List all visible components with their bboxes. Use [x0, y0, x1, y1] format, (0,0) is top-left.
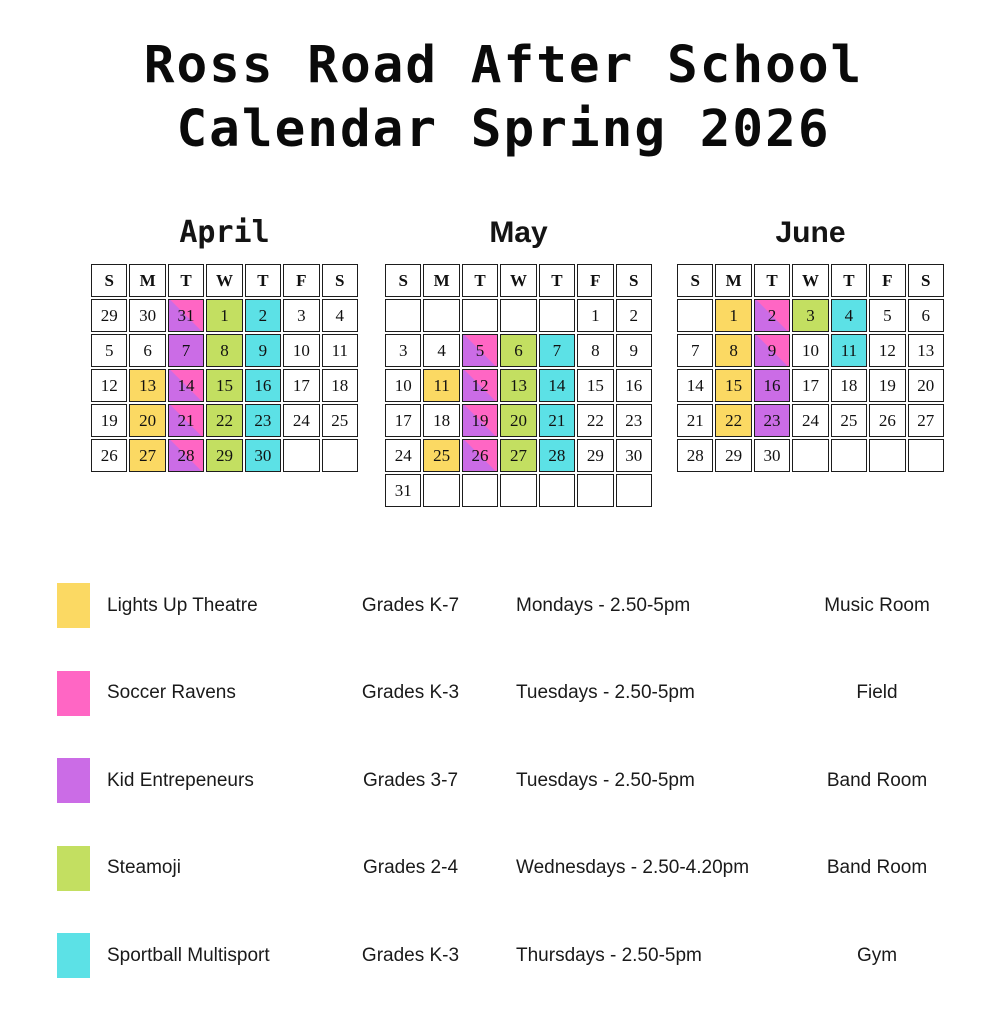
day-cell-april-3: 3 [283, 299, 319, 332]
weekday-header: F [577, 264, 613, 297]
legend-schedule: Wednesdays - 2.50-4.20pm [516, 857, 750, 878]
legend-schedule: Thursdays - 2.50-5pm [516, 944, 702, 966]
day-cell-may-12: 12 [462, 369, 498, 402]
day-cell-may-10: 10 [385, 369, 421, 402]
week-row [91, 404, 358, 437]
legend-schedule: Tuesdays - 2.50-5pm [516, 682, 695, 703]
legend-activity-name: Kid Entrepeneurs [107, 769, 254, 791]
legend-row-steamoji [0, 846, 1007, 891]
legend-activity-name: Soccer Ravens [107, 682, 236, 703]
calendar-june [675, 212, 946, 474]
day-cell-empty [385, 299, 421, 332]
day-cell-june-28: 28 [677, 439, 713, 472]
day-cell-may-22: 22 [577, 404, 613, 437]
day-cell-april-20: 20 [129, 404, 165, 437]
day-cell-june-12: 12 [869, 334, 905, 367]
legend-grades: Grades 2-4 [362, 857, 459, 878]
day-cell-empty [539, 299, 575, 332]
month-grid-april [89, 262, 360, 474]
day-cell-june-2: 2 [754, 299, 790, 332]
day-cell-june-13: 13 [908, 334, 944, 367]
legend-swatch-purple [57, 758, 90, 803]
day-cell-may-28: 28 [539, 439, 575, 472]
day-cell-june-15: 15 [715, 369, 751, 402]
week-row [677, 404, 944, 437]
day-cell-june-8: 8 [715, 334, 751, 367]
legend-swatch-cyan [57, 933, 90, 978]
weekday-header: M [715, 264, 751, 297]
day-cell-may-13: 13 [500, 369, 536, 402]
week-row [385, 404, 652, 437]
day-cell-june-26: 26 [869, 404, 905, 437]
legend-grades: Grades K-3 [361, 682, 460, 703]
day-cell-may-15: 15 [577, 369, 613, 402]
day-cell-april-30: 30 [129, 299, 165, 332]
day-cell-june-22: 22 [715, 404, 751, 437]
month-grid-june [675, 262, 946, 474]
week-row [91, 369, 358, 402]
day-cell-empty [500, 474, 536, 507]
legend-grades: Grades K-7 [361, 594, 460, 616]
day-cell-april-12: 12 [91, 369, 127, 402]
day-cell-june-29: 29 [715, 439, 751, 472]
week-row [91, 439, 358, 472]
day-cell-june-20: 20 [908, 369, 944, 402]
legend-schedule: Tuesdays - 2.50-5pm [516, 769, 695, 791]
day-cell-empty [423, 299, 459, 332]
legend-grades: Grades 3-7 [362, 769, 459, 791]
day-cell-april-24: 24 [283, 404, 319, 437]
weekday-header: T [462, 264, 498, 297]
day-cell-june-1: 1 [715, 299, 751, 332]
page-title-line2: Calendar Spring 2026 [176, 100, 831, 159]
month-title-may: May [489, 216, 548, 249]
day-cell-april-25: 25 [322, 404, 358, 437]
day-cell-june-16: 16 [754, 369, 790, 402]
weekday-header: S [91, 264, 127, 297]
day-cell-april-21: 21 [168, 404, 204, 437]
day-cell-june-4: 4 [831, 299, 867, 332]
day-cell-empty [283, 439, 319, 472]
weekday-header-row [677, 264, 944, 297]
legend-location: Band Room [826, 769, 928, 791]
day-cell-april-13: 13 [129, 369, 165, 402]
week-row [677, 299, 944, 332]
day-cell-april-5: 5 [91, 334, 127, 367]
day-cell-may-4: 4 [423, 334, 459, 367]
weekday-header-row [91, 264, 358, 297]
day-cell-may-23: 23 [616, 404, 652, 437]
legend-row-lights-up-theatre [0, 583, 1007, 628]
day-cell-empty [908, 439, 944, 472]
legend [0, 583, 1007, 1021]
day-cell-april-11: 11 [322, 334, 358, 367]
day-cell-april-23: 23 [245, 404, 281, 437]
weekday-header: S [677, 264, 713, 297]
day-cell-april-1: 1 [206, 299, 242, 332]
day-cell-june-6: 6 [908, 299, 944, 332]
week-row [385, 369, 652, 402]
day-cell-empty [616, 474, 652, 507]
week-row [677, 369, 944, 402]
day-cell-june-23: 23 [754, 404, 790, 437]
calendar-april [89, 212, 360, 474]
day-cell-april-9: 9 [245, 334, 281, 367]
day-cell-june-18: 18 [831, 369, 867, 402]
page-title [0, 34, 1007, 162]
day-cell-may-18: 18 [423, 404, 459, 437]
day-cell-may-21: 21 [539, 404, 575, 437]
legend-location: Field [856, 682, 898, 703]
day-cell-may-14: 14 [539, 369, 575, 402]
weekday-header: S [908, 264, 944, 297]
day-cell-empty [869, 439, 905, 472]
day-cell-may-17: 17 [385, 404, 421, 437]
week-row [677, 334, 944, 367]
day-cell-june-21: 21 [677, 404, 713, 437]
day-cell-june-14: 14 [677, 369, 713, 402]
day-cell-april-16: 16 [245, 369, 281, 402]
day-cell-april-22: 22 [206, 404, 242, 437]
legend-location: Music Room [824, 594, 930, 616]
day-cell-may-19: 19 [462, 404, 498, 437]
weekday-header-row [385, 264, 652, 297]
day-cell-june-11: 11 [831, 334, 867, 367]
day-cell-empty [677, 299, 713, 332]
calendar-may [383, 212, 654, 509]
week-row [385, 474, 652, 507]
weekday-header: M [423, 264, 459, 297]
day-cell-june-27: 27 [908, 404, 944, 437]
day-cell-may-31: 31 [385, 474, 421, 507]
legend-schedule: Mondays - 2.50-5pm [516, 594, 691, 616]
day-cell-empty [792, 439, 828, 472]
day-cell-april-10: 10 [283, 334, 319, 367]
day-cell-june-25: 25 [831, 404, 867, 437]
day-cell-empty [831, 439, 867, 472]
week-row [385, 439, 652, 472]
weekday-header: S [322, 264, 358, 297]
legend-grades: Grades K-3 [361, 944, 460, 966]
day-cell-empty [500, 299, 536, 332]
day-cell-empty [462, 474, 498, 507]
weekday-header: S [616, 264, 652, 297]
weekday-header: T [168, 264, 204, 297]
day-cell-may-5: 5 [462, 334, 498, 367]
day-cell-april-15: 15 [206, 369, 242, 402]
legend-swatch-pink [57, 671, 90, 716]
legend-row-kid-entrepeneurs [0, 758, 1007, 803]
day-cell-empty [577, 474, 613, 507]
day-cell-may-8: 8 [577, 334, 613, 367]
day-cell-april-29: 29 [206, 439, 242, 472]
weekday-header: T [539, 264, 575, 297]
day-cell-april-2: 2 [245, 299, 281, 332]
day-cell-april-7: 7 [168, 334, 204, 367]
day-cell-may-25: 25 [423, 439, 459, 472]
day-cell-may-1: 1 [577, 299, 613, 332]
week-row [91, 334, 358, 367]
weekday-header: W [500, 264, 536, 297]
legend-location: Band Room [826, 857, 928, 878]
day-cell-may-6: 6 [500, 334, 536, 367]
day-cell-empty [539, 474, 575, 507]
week-row [385, 299, 652, 332]
weekday-header: T [245, 264, 281, 297]
weekday-header: T [754, 264, 790, 297]
day-cell-june-24: 24 [792, 404, 828, 437]
legend-swatch-green [57, 846, 90, 891]
day-cell-may-16: 16 [616, 369, 652, 402]
day-cell-may-11: 11 [423, 369, 459, 402]
legend-location: Gym [856, 944, 898, 966]
day-cell-may-24: 24 [385, 439, 421, 472]
day-cell-may-26: 26 [462, 439, 498, 472]
page-title-line1: Ross Road After School [143, 36, 864, 95]
day-cell-june-30: 30 [754, 439, 790, 472]
day-cell-empty [462, 299, 498, 332]
week-row [677, 439, 944, 472]
day-cell-april-4: 4 [322, 299, 358, 332]
day-cell-may-3: 3 [385, 334, 421, 367]
legend-row-sportball-multisport [0, 933, 1007, 978]
day-cell-june-9: 9 [754, 334, 790, 367]
day-cell-empty [423, 474, 459, 507]
day-cell-june-17: 17 [792, 369, 828, 402]
month-grid-may [383, 262, 654, 509]
day-cell-april-17: 17 [283, 369, 319, 402]
day-cell-april-27: 27 [129, 439, 165, 472]
day-cell-june-5: 5 [869, 299, 905, 332]
day-cell-may-9: 9 [616, 334, 652, 367]
week-row [91, 299, 358, 332]
day-cell-may-2: 2 [616, 299, 652, 332]
day-cell-april-30: 30 [245, 439, 281, 472]
month-title-june: June [775, 216, 846, 249]
day-cell-may-29: 29 [577, 439, 613, 472]
weekday-header: T [831, 264, 867, 297]
weekday-header: S [385, 264, 421, 297]
weekday-header: F [283, 264, 319, 297]
day-cell-april-14: 14 [168, 369, 204, 402]
day-cell-june-19: 19 [869, 369, 905, 402]
day-cell-june-10: 10 [792, 334, 828, 367]
day-cell-may-7: 7 [539, 334, 575, 367]
legend-activity-name: Lights Up Theatre [107, 594, 258, 616]
day-cell-april-28: 28 [168, 439, 204, 472]
day-cell-april-26: 26 [91, 439, 127, 472]
day-cell-april-29: 29 [91, 299, 127, 332]
legend-row-soccer-ravens [0, 671, 1007, 716]
month-title-april: April [179, 215, 270, 250]
day-cell-may-20: 20 [500, 404, 536, 437]
week-row [385, 334, 652, 367]
day-cell-april-31: 31 [168, 299, 204, 332]
day-cell-empty [322, 439, 358, 472]
day-cell-april-6: 6 [129, 334, 165, 367]
weekday-header: W [792, 264, 828, 297]
legend-swatch-yellow [57, 583, 90, 628]
day-cell-april-19: 19 [91, 404, 127, 437]
day-cell-may-30: 30 [616, 439, 652, 472]
day-cell-june-7: 7 [677, 334, 713, 367]
weekday-header: W [206, 264, 242, 297]
legend-activity-name: Sportball Multisport [107, 944, 270, 966]
weekday-header: F [869, 264, 905, 297]
day-cell-april-18: 18 [322, 369, 358, 402]
day-cell-april-8: 8 [206, 334, 242, 367]
legend-activity-name: Steamoji [107, 857, 181, 878]
weekday-header: M [129, 264, 165, 297]
day-cell-may-27: 27 [500, 439, 536, 472]
day-cell-june-3: 3 [792, 299, 828, 332]
